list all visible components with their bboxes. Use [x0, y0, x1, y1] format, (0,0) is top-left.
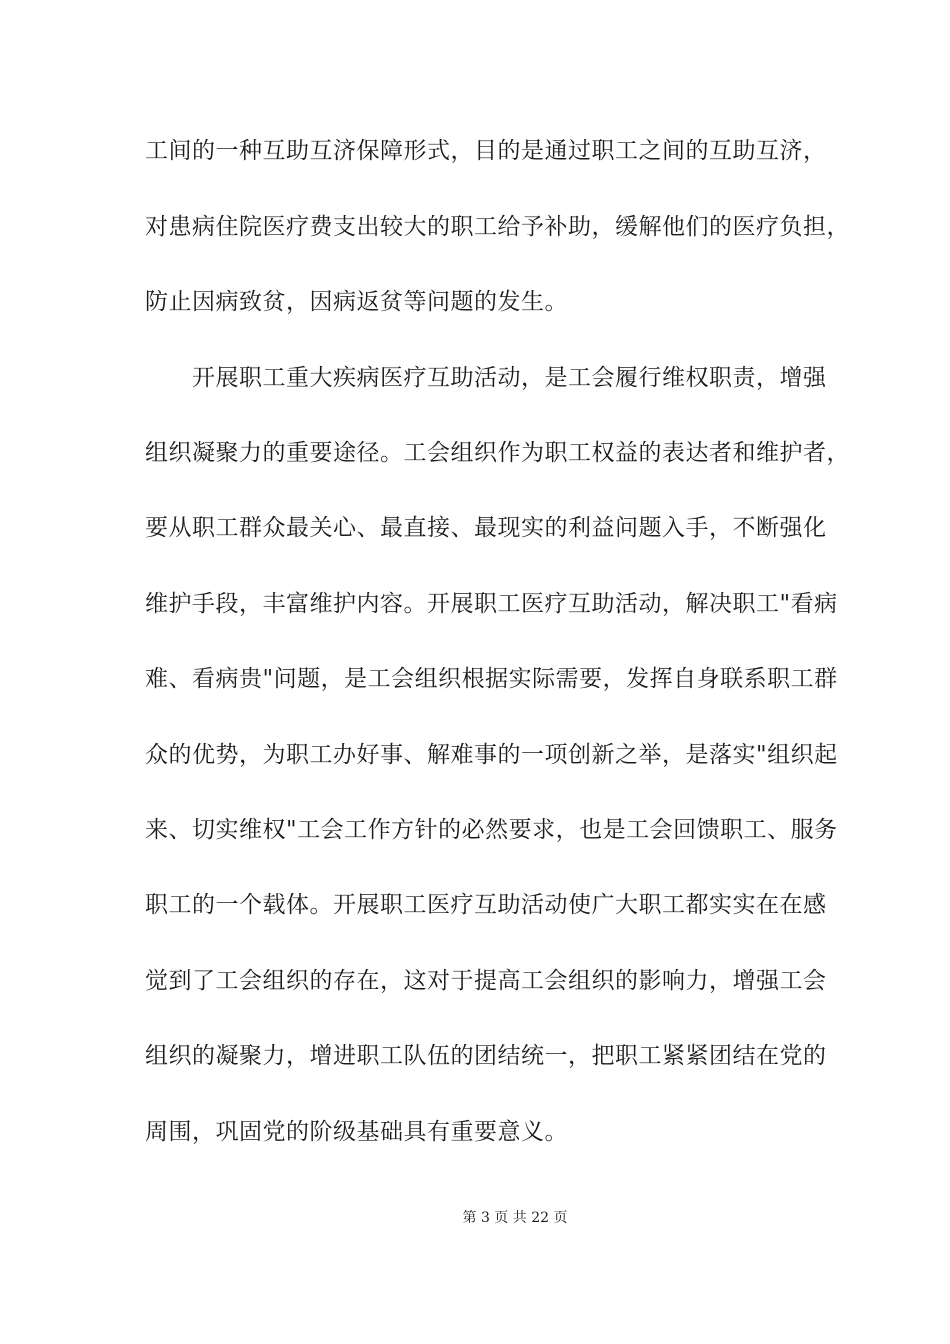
text-line: 周围，巩固党的阶级基础具有重要意义。 — [145, 1119, 568, 1145]
text-line: 组织的凝聚力，增进职工队伍的团结统一，把职工紧紧团结在党的 — [145, 1043, 827, 1069]
paragraph-first-line: 开展职工重大疾病医疗互助活动，是工会履行维权职责，增强 — [192, 365, 827, 391]
page-number: 第 3 页 共 22 页 — [462, 1210, 568, 1226]
text-line: 要从职工群众最关心、最直接、最现实的利益问题入手，不断强化 — [145, 515, 827, 541]
text-line: 职工的一个载体。开展职工医疗互助活动使广大职工都实实在在感 — [145, 892, 827, 918]
page-footer — [0, 1208, 950, 1228]
text-line: 来、切实维权"工会工作方针的必然要求，也是工会回馈职工、服务 — [145, 817, 838, 843]
text-line: 对患病住院医疗费支出较大的职工给予补助，缓解他们的医疗负担， — [145, 214, 850, 240]
text-line: 难、看病贵"问题，是工会组织根据实际需要，发挥自身联系职工群 — [145, 666, 838, 692]
text-line: 众的优势，为职工办好事、解难事的一项创新之举，是落实"组织起 — [145, 742, 838, 768]
text-line: 工间的一种互助互济保障形式，目的是通过职工之间的互助互济， — [145, 138, 827, 164]
text-line: 维护手段，丰富维护内容。开展职工医疗互助活动，解决职工"看病 — [145, 591, 838, 617]
text-line: 组织凝聚力的重要途径。工会组织作为职工权益的表达者和维护者， — [145, 440, 850, 466]
text-line: 防止因病致贫，因病返贫等问题的发生。 — [145, 289, 568, 315]
text-line: 觉到了工会组织的存在，这对于提高工会组织的影响力，增强工会 — [145, 968, 827, 994]
